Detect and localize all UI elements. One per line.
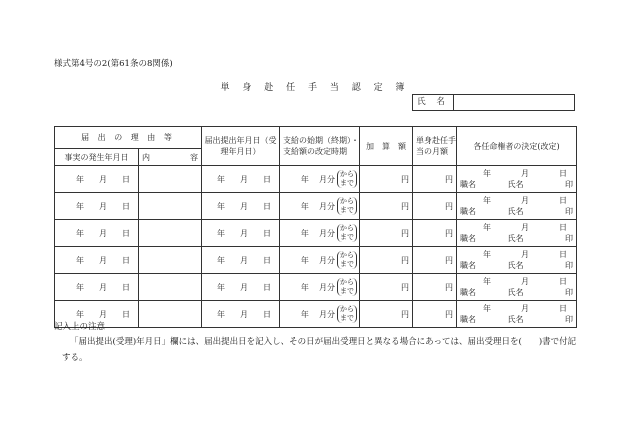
- event-date-cell[interactable]: 年 月 日: [55, 220, 139, 247]
- content-cell[interactable]: [139, 193, 202, 220]
- allowance-cell[interactable]: 円: [413, 220, 457, 247]
- event-date-header: 事実の発生年月日: [55, 149, 139, 166]
- table-row: [55, 166, 577, 193]
- start-end-cell[interactable]: 年 月分 から まで: [280, 301, 360, 328]
- allowance-cell[interactable]: 円: [413, 247, 457, 274]
- decision-cell[interactable]: 年 月 日 職名 氏名 印: [457, 193, 577, 220]
- filing-date-cell[interactable]: 年 月 日: [202, 193, 280, 220]
- ledger-rows: [55, 166, 577, 328]
- content-header-b: 容: [190, 152, 198, 162]
- form-number: 様式第4号の2(第61条の8関係): [54, 59, 173, 69]
- decision-cell[interactable]: 年 月 日 職名 氏名 印: [457, 247, 577, 274]
- addition-cell[interactable]: 円: [360, 301, 413, 328]
- name-label: 氏 名: [413, 95, 454, 110]
- from-until-bracket: から まで: [337, 305, 357, 323]
- content-cell[interactable]: [139, 220, 202, 247]
- start-end-header: 支給の始期（終期）・支給額の改定時期: [280, 127, 360, 166]
- filing-date-cell[interactable]: 年 月 日: [202, 301, 280, 328]
- filing-date-header: 届出提出年月日（受理年月日）: [202, 127, 280, 166]
- event-date-cell[interactable]: 年 月 日: [55, 301, 139, 328]
- event-date-cell[interactable]: 年 月 日: [55, 274, 139, 301]
- decision-cell[interactable]: 年 月 日 職名 氏名 印: [457, 220, 577, 247]
- event-date-cell[interactable]: 年 月 日: [55, 193, 139, 220]
- table-row: [55, 274, 577, 301]
- start-end-cell[interactable]: 年 月分 から まで: [280, 220, 360, 247]
- start-end-cell[interactable]: 年 月分 から まで: [280, 193, 360, 220]
- reason-group-header: 届 出 の 理 由 等: [55, 127, 202, 149]
- filing-date-cell[interactable]: 年 月 日: [202, 166, 280, 193]
- content-cell[interactable]: [139, 301, 202, 328]
- notes-text: 「届出提出(受理)年月日」欄には、届出提出日を記入し、その日が届出受理日と異なる場合にあっては、届出受理日を( )書で付記する。: [62, 337, 577, 363]
- table-row: [55, 247, 577, 274]
- filing-date-cell[interactable]: 年 月 日: [202, 220, 280, 247]
- event-date-cell[interactable]: 年 月 日: [55, 166, 139, 193]
- table-row: [55, 220, 577, 247]
- allowance-ledger-table: [54, 126, 577, 328]
- addition-cell[interactable]: 円: [360, 193, 413, 220]
- from-until-bracket: から まで: [337, 224, 357, 242]
- content-cell[interactable]: [139, 274, 202, 301]
- addition-header: 加 算 額: [360, 127, 413, 166]
- start-end-cell[interactable]: 年 月分 から まで: [280, 274, 360, 301]
- filing-date-cell[interactable]: 年 月 日: [202, 247, 280, 274]
- start-end-cell[interactable]: 年 月分 から まで: [280, 247, 360, 274]
- content-cell[interactable]: [139, 247, 202, 274]
- from-until-bracket: から まで: [337, 170, 357, 188]
- decision-cell[interactable]: 年 月 日 職名 氏名 印: [457, 301, 577, 328]
- allowance-cell[interactable]: 円: [413, 301, 457, 328]
- document-title: 単 身 赴 任 手 当 認 定 簿: [220, 83, 410, 93]
- allowance-cell[interactable]: 円: [413, 193, 457, 220]
- decision-cell[interactable]: 年 月 日 職名 氏名 印: [457, 274, 577, 301]
- addition-cell[interactable]: 円: [360, 166, 413, 193]
- addition-cell[interactable]: 円: [360, 247, 413, 274]
- event-date-cell[interactable]: 年 月 日: [55, 247, 139, 274]
- name-box: [412, 94, 575, 111]
- content-header: [139, 149, 202, 166]
- allowance-cell[interactable]: 円: [413, 166, 457, 193]
- from-until-bracket: から まで: [337, 251, 357, 269]
- filing-date-cell[interactable]: 年 月 日: [202, 274, 280, 301]
- from-until-bracket: から まで: [337, 197, 357, 215]
- table-row: [55, 301, 577, 328]
- decision-header: 各任命権者の決定(改定): [457, 127, 577, 166]
- decision-cell[interactable]: 年 月 日 職名 氏名 印: [457, 166, 577, 193]
- table-row: [55, 193, 577, 220]
- allowance-amount-header: 単身赴任手当の月額: [413, 127, 457, 166]
- notes-heading: 記入上の注意: [54, 322, 106, 332]
- start-end-cell[interactable]: 年 月分 から まで: [280, 166, 360, 193]
- from-until-bracket: から まで: [337, 278, 357, 296]
- addition-cell[interactable]: 円: [360, 220, 413, 247]
- allowance-cell[interactable]: 円: [413, 274, 457, 301]
- content-header-a: 内: [142, 152, 150, 162]
- content-cell[interactable]: [139, 166, 202, 193]
- name-value-field[interactable]: [454, 95, 574, 110]
- addition-cell[interactable]: 円: [360, 274, 413, 301]
